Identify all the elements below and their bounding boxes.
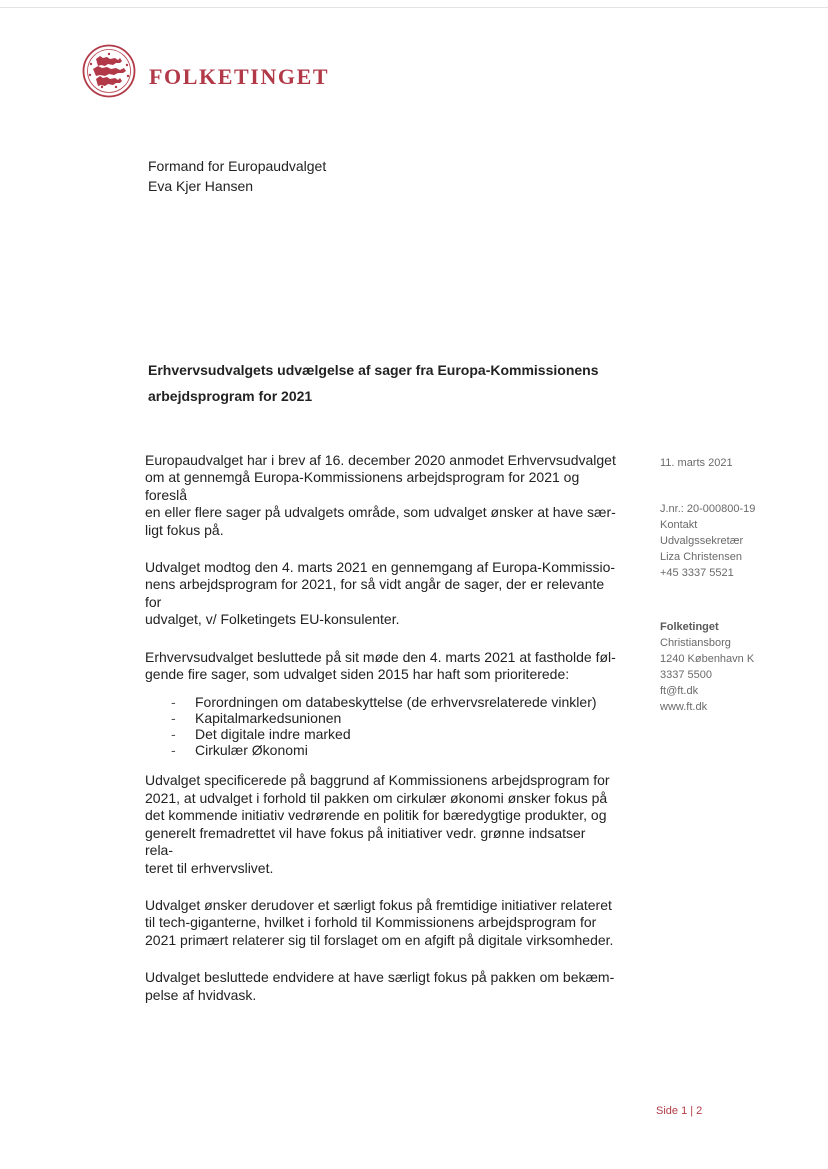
text-line: ligt fokus på. — [145, 521, 224, 538]
text-line: teret til erhvervslivet. — [145, 859, 274, 876]
journal-number: J.nr.: 20-000800-19 — [660, 503, 756, 515]
text-line: generelt fremadrettet vil have fokus på initiativer vedr. grønne indsatser rela- — [145, 824, 586, 859]
paragraph — [145, 969, 617, 1004]
address-org: Folketinget — [660, 621, 719, 633]
list-item: - Kapitalmarkedsunionen — [145, 710, 617, 726]
page-number: Side 1 | 2 — [656, 1105, 703, 1117]
recipient-block — [148, 156, 326, 196]
text-line: Udvalget modtog den 4. marts 2021 en gennemgang af Europa-Kommissio- — [145, 559, 616, 576]
list-item: - Cirkulær Økonomi — [145, 742, 617, 758]
text-line: Erhvervsudvalget besluttede på sit møde den 4. marts 2021 at fastholde føl- — [145, 648, 616, 665]
contact-label: Kontakt — [660, 519, 698, 531]
letter-date: 11. marts 2021 — [660, 457, 733, 469]
org-name: FOLKETINGET — [149, 64, 330, 89]
paragraph — [145, 897, 617, 949]
contact-role: Udvalgssekretær — [660, 535, 744, 547]
text-line: om at gennemgå Europa-Kommissionens arbejdsprogram for 2021 og foreslå — [145, 469, 580, 503]
text-line: udvalget, v/ Folketingets EU-konsulenter. — [145, 611, 400, 628]
subject-line: arbejdsprogram for 2021 — [148, 388, 313, 404]
text-line: gende fire sager, som udvalget siden 2015 har haft som prioriterede: — [145, 666, 570, 683]
text-line: pelse af hvidvask. — [145, 986, 257, 1003]
scan-edge-line — [0, 7, 828, 8]
priority-list — [145, 694, 617, 758]
paragraph — [145, 452, 617, 539]
sidebar-info — [660, 455, 755, 715]
address-city: 1240 København K — [660, 653, 755, 665]
text-line: 2021 primært relaterer sig til forslaget om en afgift på digitale virksomheder. — [145, 931, 614, 948]
text-line: til tech-giganterne, hvilket i forhold til Kommissionens arbejdsprogram for — [145, 914, 597, 931]
list-item: - Forordningen om databeskyttelse (de erhvervsrelaterede vinkler) — [145, 694, 617, 710]
folketinget-seal-logo — [82, 44, 136, 98]
recipient-title: Formand for Europaudvalget — [148, 158, 327, 174]
letter-subject — [148, 357, 618, 409]
text-line: Udvalget specificerede på baggrund af Kommissionens arbejdsprogram for — [145, 772, 610, 789]
web-link[interactable]: www.ft.dk — [660, 701, 708, 713]
paragraph — [145, 772, 617, 876]
text-line: en eller flere sager på udvalgets område, som udvalget ønsker at have sær- — [145, 504, 616, 521]
text-line: 2021, at udvalget i forhold til pakken om cirkulær økonomi ønsker fokus på — [145, 789, 608, 806]
contact-phone: +45 3337 5521 — [660, 567, 734, 579]
address-street: Christiansborg — [660, 637, 731, 649]
paragraph — [145, 559, 617, 629]
email-link[interactable]: ft@ft.dk — [660, 685, 699, 697]
address-phone: 3337 5500 — [660, 669, 712, 681]
text-line: Udvalget besluttede endvidere at have særligt fokus på pakken om bekæm- — [145, 969, 615, 986]
subject-line: Erhvervsudvalgets udvælgelse af sager fra Europa-Kommissionens — [148, 362, 599, 378]
list-item: - Det digitale indre marked — [145, 726, 617, 742]
text-line: nens arbejdsprogram for 2021, for så vidt angår de sager, der er relevante for — [145, 576, 605, 610]
contact-name: Liza Christensen — [660, 551, 742, 563]
text-line: det kommende initiativ vedrørende en politik for bæredygtige produkter, og — [145, 807, 607, 824]
paragraph — [145, 649, 617, 684]
recipient-name: Eva Kjer Hansen — [148, 178, 254, 194]
letter-body — [145, 452, 617, 1004]
text-line: Europaudvalget har i brev af 16. december 2020 anmodet Erhvervsudvalget — [145, 452, 616, 468]
text-line: Udvalget ønsker derudover et særligt fokus på fremtidige initiativer relateret — [145, 896, 612, 913]
seal-icon — [82, 44, 136, 98]
